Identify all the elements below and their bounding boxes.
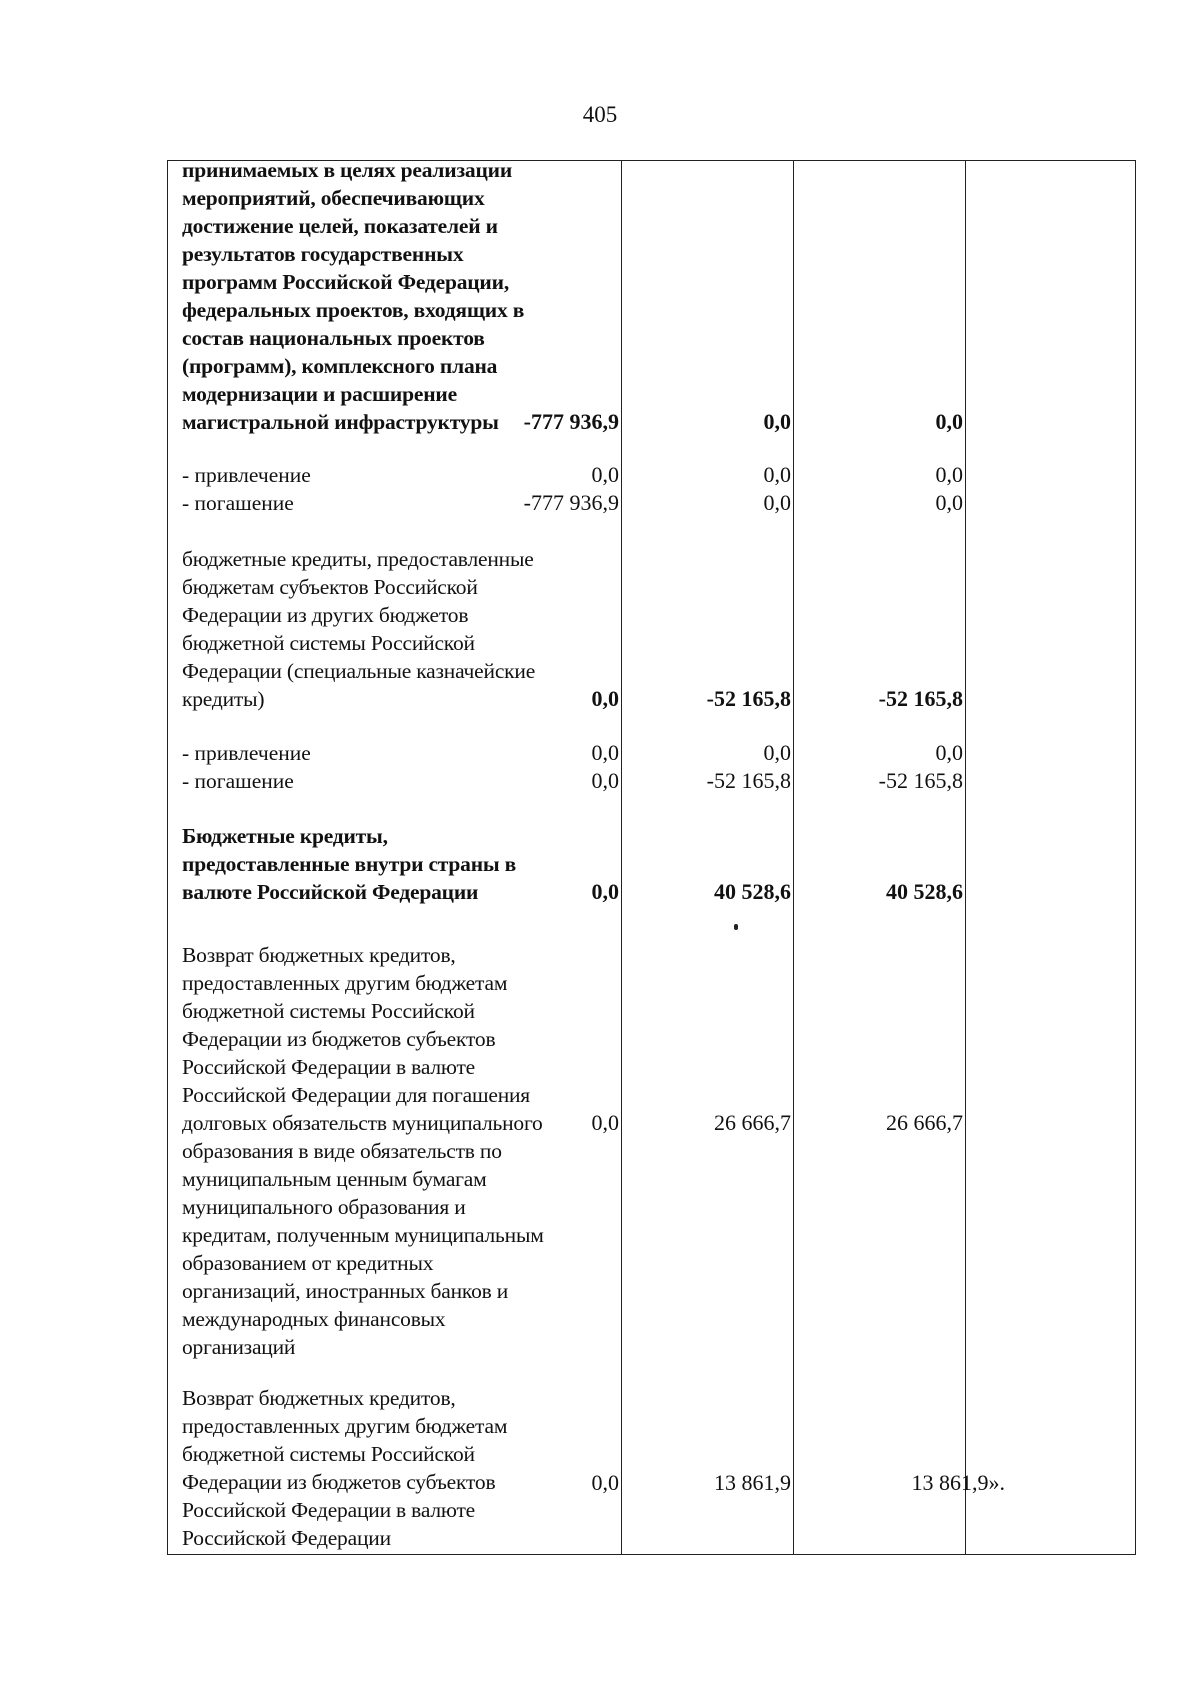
sub-row-value: 0,0 <box>591 768 619 793</box>
page-number: 405 <box>582 102 618 127</box>
sub-row-value: 0,0 <box>591 462 619 487</box>
row-value: 0,0 <box>591 1470 619 1495</box>
row-value: -777 936,9 <box>523 409 619 434</box>
sub-row-value: 0,0 <box>763 490 791 515</box>
column-divider <box>793 161 794 1554</box>
row-description: Возврат бюджетных кредитов, предоставленных другим бюджетам бюджетной системы Российской Федерации из бюджетов субъектов Российской Федерации в валюте Российской Федерации для погашения долговых обязательств муниципального образования в виде обязательств по муниципальным ценным бумагам муниципального образования и кредитам, полученным муниципальным образованием от кредитных организаций, иностранных банков и международных финансовых организаций <box>182 943 544 1359</box>
sub-row-label: - погашение <box>182 491 294 515</box>
sub-row-value: -52 165,8 <box>878 768 963 793</box>
row-value: 0,0 <box>935 409 963 434</box>
sub-row-value: -777 936,9 <box>523 490 619 515</box>
row-description: Возврат бюджетных кредитов, предоставленных другим бюджетам бюджетной системы Российской Федерации из бюджетов субъектов Российской Федерации в валюте Российской Федерации <box>182 1386 508 1550</box>
row-description: Бюджетные кредиты, предоставленные внутри страны в валюте Российской Федерации <box>182 824 517 904</box>
sub-row-value: 0,0 <box>935 490 963 515</box>
row-value: 0,0 <box>591 879 619 904</box>
column-divider <box>965 161 966 1554</box>
sub-row-value: 0,0 <box>763 462 791 487</box>
sub-row-value: 0,0 <box>763 740 791 765</box>
sub-row-value: 0,0 <box>935 462 963 487</box>
sub-row-label: - привлечение <box>182 463 311 487</box>
sub-row-label: - привлечение <box>182 741 311 765</box>
row-value: 40 528,6 <box>886 879 963 904</box>
row-value: 40 528,6 <box>714 879 791 904</box>
sub-row-value: -52 165,8 <box>706 768 791 793</box>
row-value: 0,0 <box>591 686 619 711</box>
row-value: -52 165,8 <box>878 686 963 711</box>
row-value: 26 666,7 <box>714 1110 791 1135</box>
row-value: 0,0 <box>591 1110 619 1135</box>
scan-speck <box>734 924 738 930</box>
budget-table <box>167 160 1136 1555</box>
row-value: -52 165,8 <box>706 686 791 711</box>
row-value: 0,0 <box>763 409 791 434</box>
row-description: бюджетные кредиты, предоставленные бюджетам субъектов Российской Федерации из других бюджетов бюджетной системы Российской Федерации (специальные казначейские кредиты) <box>182 547 536 711</box>
sub-row-value: 0,0 <box>591 740 619 765</box>
row-value: 26 666,7 <box>886 1110 963 1135</box>
sub-row-label: - погашение <box>182 769 294 793</box>
row-description: принимаемых в целях реализации мероприятий, обеспечивающих достижение целей, показателей и результатов государственных программ Российской Федерации, федеральных проектов, входящих в состав национальных проектов (программ), комплексного плана модернизации и расширение магистральной инфраструктуры <box>182 158 525 434</box>
sub-row-value: 0,0 <box>935 740 963 765</box>
row-value: 13 861,9». <box>911 1470 1005 1495</box>
column-divider <box>621 161 622 1554</box>
row-value: 13 861,9 <box>714 1470 791 1495</box>
